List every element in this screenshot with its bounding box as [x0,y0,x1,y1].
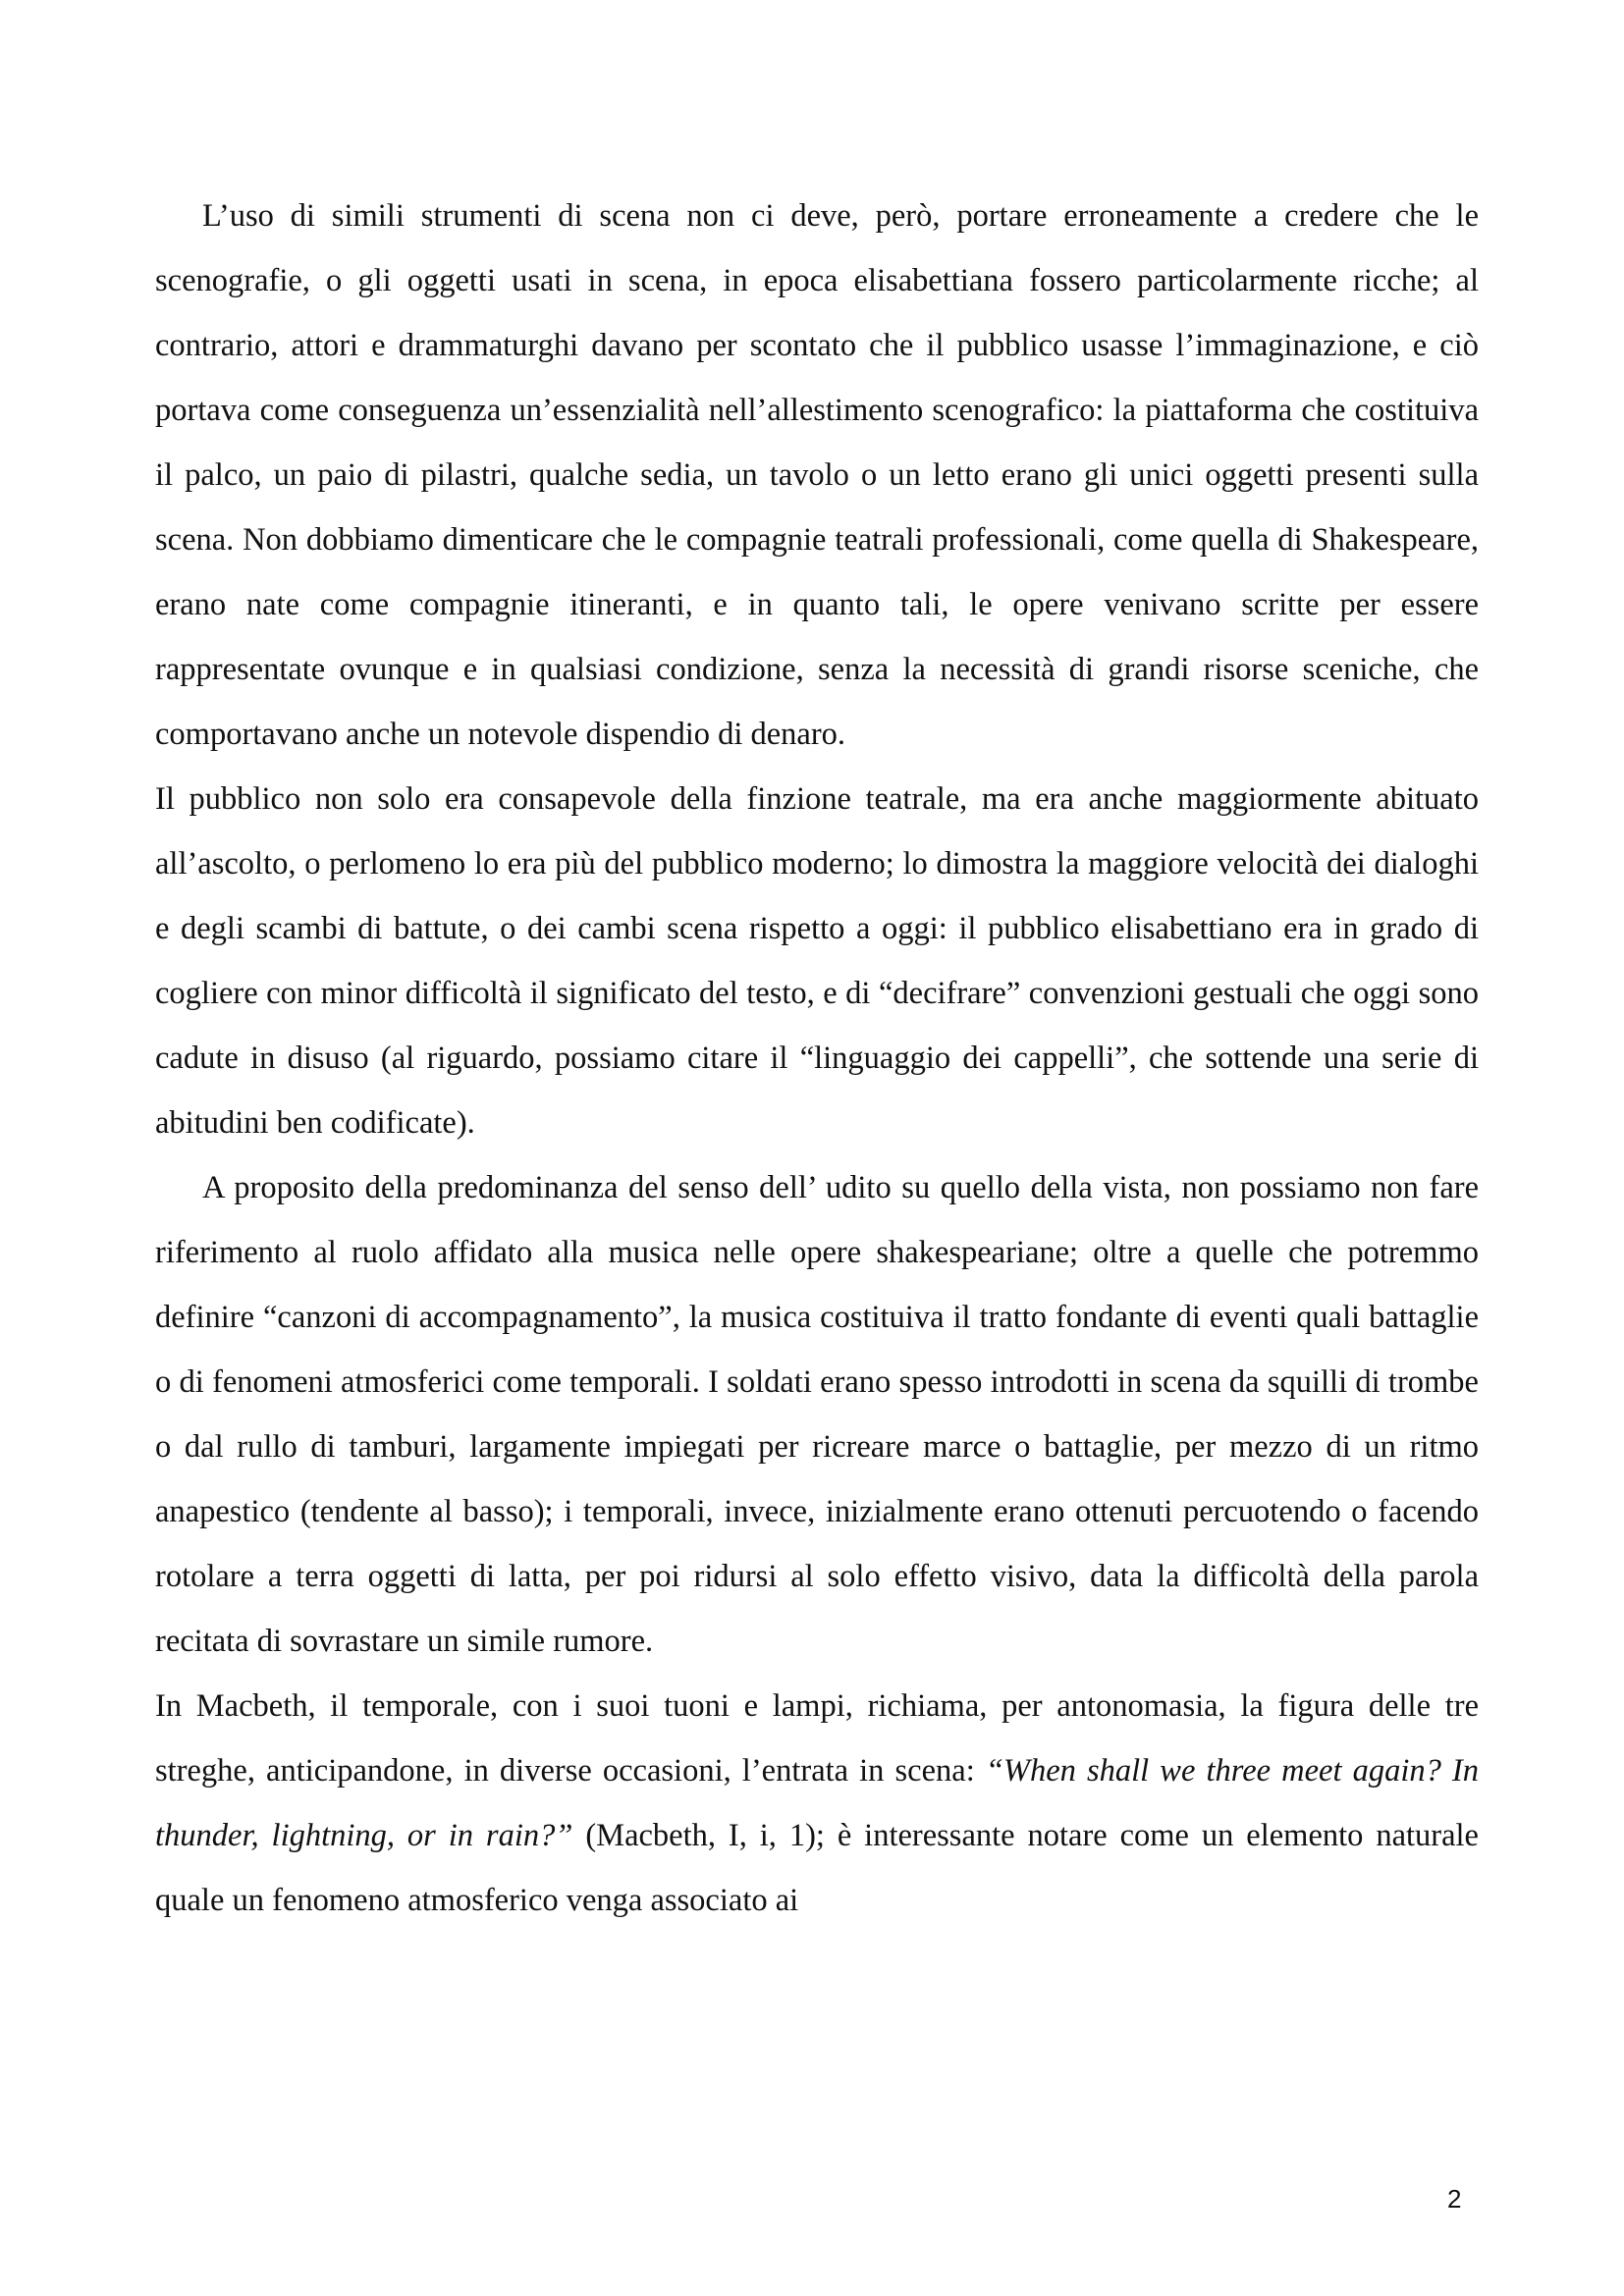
macbeth-quote: “When shall we three meet again? In thunder, lightning, or in rain?” [155,1753,1480,1853]
paragraph-1: L’uso di simili strumenti di scena non ci deve, però, portare erroneamente a credere che le scenografie, o gli oggetti usati in scena, in epoca elisabettiana fossero particolarmente ricche; al contrario, attori e drammaturghi davano per scontato che il pubblico usasse l’immaginazione, e ciò portava come conseguenza un’essenzialità nell’allestimento scenografico: la piattaforma che costituiva il palco, un paio di pilastri, qualche sedia, un tavolo o un letto erano gli unici oggetti presenti sulla scena. Non dobbiamo dimenticare che le compagnie teatrali professionali, come quella di Shakespeare, erano nate come compagnie itineranti, e in quanto tali, le opere venivano scritte per essere rappresentate ovunque e in qualsiasi condizione, senza la necessità di grandi risorse sceniche, che comportavano anche un notevole dispendio di denaro. [155,198,1479,752]
paragraph-4-continuation: (Macbeth, I, i, 1); è interessante notare come un elemento naturale quale un fenomeno atmosferico venga associato ai [155,1818,1479,1918]
paragraph-4 [155,1674,1479,1933]
paragraph-4-intro: In Macbeth, il temporale, con i suoi tuoni e lampi, richiama, per antonomasia, la figura delle tre streghe, anticipandone, in diverse occasioni, l’entrata in scena: [155,1688,1479,1789]
body-text [155,184,1479,1933]
page-number: 2 [1447,2184,1462,2214]
paragraph-2: Il pubblico non solo era consapevole della finzione teatrale, ma era anche maggiormente abituato all’ascolto, o perlomeno lo era più del pubblico moderno; lo dimostra la maggiore velocità dei dialoghi e degli scambi di battute, o dei cambi scena rispetto a oggi: il pubblico elisabettiano era in grado di cogliere con minor difficoltà il significato del testo, e di “decifrare” convenzioni gestuali che oggi sono cadute in disuso (al riguardo, possiamo citare il “linguaggio dei cappelli”, che sottende una serie di abitudini ben codificate). [155,781,1479,1141]
paragraph-3: A proposito della predominanza del senso dell’ udito su quello della vista, non possiamo non fare riferimento al ruolo affidato alla musica nelle opere shakespeariane; oltre a quelle che potremmo definire “canzoni di accompagnamento”, la musica costituiva il tratto fondante di eventi quali battaglie o di fenomeni atmosferici come temporali. I soldati erano spesso introdotti in scena da squilli di trombe o dal rullo di tamburi, largamente impiegati per ricreare marce o battaglie, per mezzo di un ritmo anapestico (tendente al basso); i temporali, invece, inizialmente erano ottenuti percuotendo o facendo rotolare a terra oggetti di latta, per poi ridursi al solo effetto visivo, data la difficoltà della parola recitata di sovrastare un simile rumore. [155,1170,1479,1659]
